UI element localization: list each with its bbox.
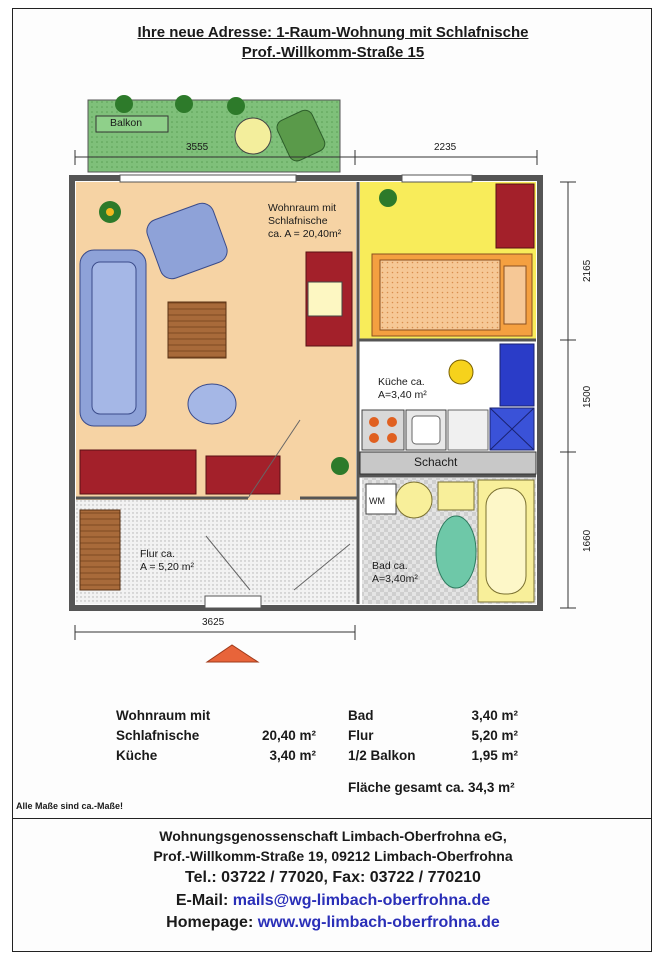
dim-top-right: 2235: [434, 142, 457, 153]
address-title: Prof.-Willkomm-Straße 15: [241, 44, 425, 61]
hall-label-line1: Flur ca.: [140, 548, 176, 560]
bath-label: [372, 560, 418, 586]
email-line: [0, 892, 666, 910]
page-title: Ihre neue Adresse: 1-Raum-Wohnung mit Schlafnische: [137, 24, 529, 41]
hall-label-line2: A = 5,20 m²: [140, 561, 194, 573]
shaft-label: Schacht: [414, 455, 458, 469]
living-label-line1: Wohnraum mit: [268, 202, 337, 214]
hall-label: [140, 548, 194, 574]
bath-label-line1: Bad ca.: [372, 560, 408, 572]
area-right-label-1: Flur: [348, 728, 374, 743]
homepage-link[interactable]: www.wg-limbach-oberfrohna.de: [257, 914, 500, 931]
dimensions-note: Alle Maße sind ca.-Maße!: [16, 801, 124, 811]
company-phone: Tel.: 03722 / 77020, Fax: 03722 / 770210: [185, 869, 481, 886]
living-label-line2: Schlafnische: [268, 215, 328, 227]
kitchen-label-line2: A=3,40 m²: [378, 389, 427, 401]
living-label-line3: ca. A = 20,40m²: [268, 228, 342, 240]
area-right-label-0: Bad: [348, 708, 374, 723]
dim-bottom: 3625: [202, 617, 225, 628]
dim-right-1: 2165: [582, 259, 593, 282]
dim-balcony: 3555: [186, 142, 209, 153]
bath-label-line2: A=3,40m²: [372, 573, 418, 585]
kitchen-label: [378, 376, 427, 402]
area-right-value-0: 3,40 m²: [471, 708, 518, 723]
wm-label: WM: [369, 496, 385, 506]
area-left-value-1: 20,40 m²: [261, 728, 316, 743]
area-left-value-2: 3,40 m²: [269, 748, 316, 763]
dim-right-2: 1500: [582, 385, 593, 408]
kitchen-label-line1: Küche ca.: [378, 376, 425, 388]
entrance-arrow-icon: [207, 645, 258, 662]
homepage-line: [0, 914, 666, 932]
homepage-label: Homepage:: [166, 914, 254, 931]
balcony-label: Balkon: [110, 117, 143, 129]
dim-right-3: 1660: [582, 529, 593, 552]
company-address: Prof.-Willkomm-Straße 19, 09212 Limbach-Oberfrohna: [153, 848, 513, 864]
area-right-value-2: 1,95 m²: [471, 748, 518, 763]
email-link[interactable]: mails@wg-limbach-oberfrohna.de: [232, 892, 491, 909]
email-label: E-Mail:: [175, 892, 229, 909]
company-name: Wohnungsgenossenschaft Limbach-Oberfrohna eG,: [159, 828, 507, 844]
area-left-label-1: Schlafnische: [116, 728, 200, 743]
living-room-label: [268, 202, 341, 241]
area-right-label-2: 1/2 Balkon: [348, 748, 416, 763]
area-right-value-1: 5,20 m²: [471, 728, 518, 743]
area-left-label-2: Küche: [116, 748, 158, 763]
area-total: Fläche gesamt ca. 34,3 m²: [348, 780, 515, 795]
area-left-label-0: Wohnraum mit: [116, 708, 211, 723]
footer-divider: [12, 818, 652, 819]
